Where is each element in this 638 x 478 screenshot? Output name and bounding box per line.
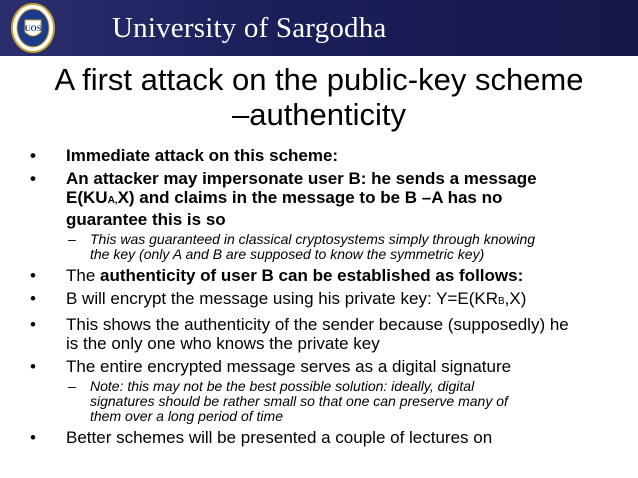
bullet-dot-icon: • — [30, 266, 36, 285]
bullet-item-2 — [28, 169, 628, 229]
university-logo-icon — [10, 2, 56, 54]
text-fragment: ,X) — [504, 289, 527, 308]
bullet-text-line: An attacker may impersonate user B: he sends a message — [66, 169, 537, 188]
bullet-item-7 — [28, 428, 628, 447]
text-fragment: The — [66, 266, 101, 285]
bullet-item-3 — [28, 266, 628, 285]
bullet-dot-icon: • — [30, 146, 36, 165]
bullet-text: Immediate attack on this scheme: — [66, 146, 339, 165]
sub-bullet-text-line: This was guaranteed in classical cryptosystems simply through knowing — [90, 231, 536, 247]
sub-bullet-text-line: them over a long period of time — [90, 408, 283, 424]
subscript-text: A, — [107, 195, 118, 206]
sub-bullet-text-line: signatures should be rather small so that one can preserve many of — [90, 393, 508, 409]
bullet-dot-icon: • — [30, 289, 36, 308]
dash-icon: – — [68, 231, 76, 247]
bullet-text-line — [66, 188, 628, 210]
bullet-dot-icon: • — [30, 357, 36, 376]
bullet-list — [28, 146, 628, 451]
bold-text-fragment: authenticity of user B can be established as follows: — [100, 266, 524, 285]
bullet-text: Better schemes will be presented a couple of lectures on — [66, 428, 493, 447]
bullet-item-6 — [28, 357, 628, 376]
sub-bullet-text-line: the key (only A and B are supposed to know the symmetric key) — [90, 246, 485, 262]
subscript-text: B — [497, 296, 505, 307]
university-name: University of Sargodha — [112, 12, 387, 44]
bullet-item-4 — [28, 289, 628, 311]
text-fragment: X) and claims in the message to be B –A has no — [117, 188, 503, 207]
text-fragment: B will encrypt the message using his private key: Y=E(KR — [66, 289, 498, 308]
header-banner — [0, 0, 638, 56]
logo-lettering: UOS — [24, 24, 42, 33]
sub-bullet-item-1 — [28, 232, 628, 262]
bullet-item-5 — [28, 315, 628, 353]
bullet-dot-icon: • — [30, 315, 36, 334]
slide-title — [20, 62, 618, 132]
bullet-text: The entire encrypted message serves as a digital signature — [66, 357, 512, 376]
bullet-text-line: is the only one who knows the private key — [66, 334, 380, 353]
dash-icon: – — [68, 378, 76, 394]
bullet-dot-icon: • — [30, 169, 36, 188]
slide-title-line-1: A first attack on the public-key scheme — [54, 62, 584, 97]
sub-bullet-text-line: Note: this may not be the best possible solution: ideally, digital — [90, 378, 475, 394]
bullet-text-line: guarantee this is so — [66, 210, 226, 229]
bullet-item-1 — [28, 146, 628, 165]
text-fragment: E(KU — [66, 188, 108, 207]
slide-title-line-2: –authenticity — [231, 97, 407, 132]
sub-bullet-item-2 — [28, 379, 628, 424]
bullet-text-line: This shows the authenticity of the sender because (supposedly) he — [66, 315, 569, 334]
bullet-dot-icon: • — [30, 428, 36, 447]
